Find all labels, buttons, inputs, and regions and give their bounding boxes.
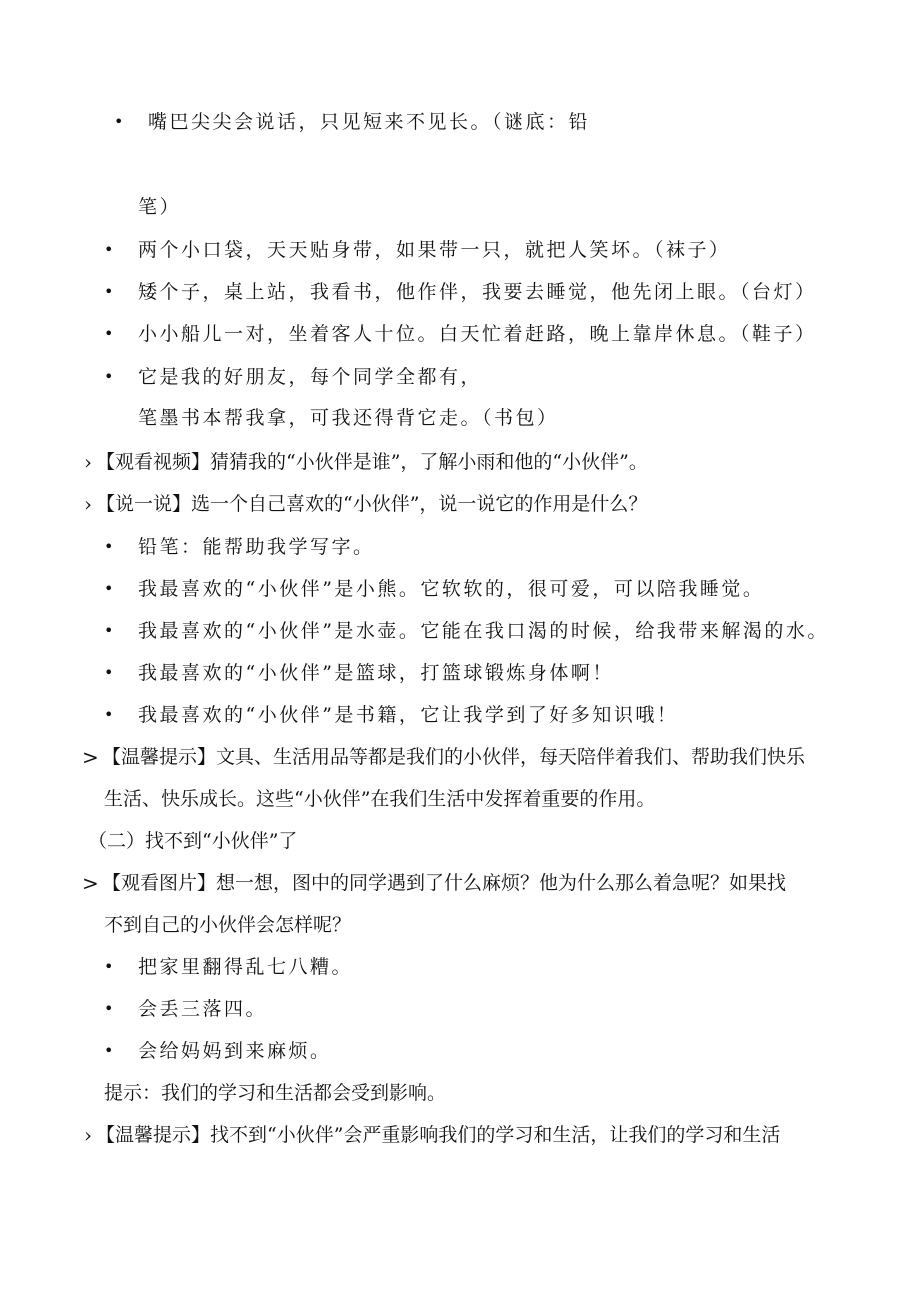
say-line: 【说一说】选一个自己喜欢的“小伙伴”，说一说它的作用是什么？ [96,493,648,515]
bullet-dot: • [104,537,114,556]
arrow-marker-icon: › [84,492,92,516]
watch-video-line: 【观看视频】猜猜我的“小伙伴是谁”，了解小雨和他的“小伙伴”。 [96,451,648,473]
arrow-marker-icon: › [84,450,92,474]
arrow-marker-icon: > [82,745,99,769]
riddle-5-line-1: 它是我的好朋友，每个同学全都有， [138,366,483,388]
say-item-2: 我最喜欢的“小伙伴”是小熊。它软软的，很可爱，可以陪我睡觉。 [138,578,765,600]
bullet-dot: • [104,957,114,976]
tip-1-line-1: 【温馨提示】文具、生活用品等都是我们的小伙伴，每天陪伴着我们、帮助我们快乐 [102,746,806,768]
arrow-marker-icon: > [82,871,99,895]
bullet-dot: • [104,705,114,724]
bullet-dot: • [104,579,114,598]
bullet-dot: • [104,367,114,386]
picture-item-3: 会给妈妈到来麻烦。 [138,1040,332,1062]
riddle-5-line-2: 笔墨书本帮我拿，可我还得背它走。（书包） [138,407,559,429]
picture-line-1: 【观看图片】想一想，图中的同学遇到了什么麻烦？他为什么那么着急呢？如果找 [102,872,787,894]
say-item-5: 我最喜欢的“小伙伴”是书籍，它让我学到了好多知识哦！ [138,704,679,726]
say-item-1: 铅笔：能帮助我学写字。 [138,536,375,558]
tip-1-line-2: 生活、快乐成长。这些“小伙伴”在我们生活中发挥着重要的作用。 [104,788,656,810]
picture-hint: 提示：我们的学习和生活都会受到影响。 [104,1082,447,1104]
arrow-marker-icon: › [84,1123,92,1147]
picture-item-1: 把家里翻得乱七八糟。 [138,956,354,978]
section-2-title: （二）找不到“小伙伴”了 [88,830,298,852]
riddle-2: 两个小口袋，天天贴身带，如果带一只，就把人笑坏。（袜子） [138,239,731,261]
bullet-dot: • [104,621,114,640]
bullet-dot: • [104,282,114,301]
bullet-dot: • [104,663,114,682]
riddle-1-line-2: 笔） [138,196,182,218]
bullet-dot: • [104,1041,114,1060]
say-item-3: 我最喜欢的“小伙伴”是水壶。它能在我口渴的时候，给我带来解渴的水。 [138,620,829,642]
bullet-dot: • [104,240,114,259]
picture-item-2: 会丢三落四。 [138,998,268,1020]
bullet-dot: • [114,112,124,131]
riddle-1-line-1: 嘴巴尖尖会说话，只见短来不见长。（谜底：铅 [148,111,591,133]
riddle-4: 小小船儿一对，坐着客人十位。白天忙着赶路，晚上靠岸休息。（鞋子） [138,323,817,345]
picture-line-2: 不到自己的小伙伴会怎样呢？ [104,914,352,936]
say-item-4: 我最喜欢的“小伙伴”是篮球，打篮球锻炼身体啊！ [138,662,614,684]
tip-2-line-1: 【温馨提示】找不到“小伙伴”会严重影响我们的学习和生活，让我们的学习和生活 [96,1124,781,1146]
riddle-3: 矮个子，桌上站，我看书，他作伴，我要去睡觉，他先闭上眼。（台灯） [138,281,817,303]
bullet-dot: • [104,324,114,343]
bullet-dot: • [104,999,114,1018]
